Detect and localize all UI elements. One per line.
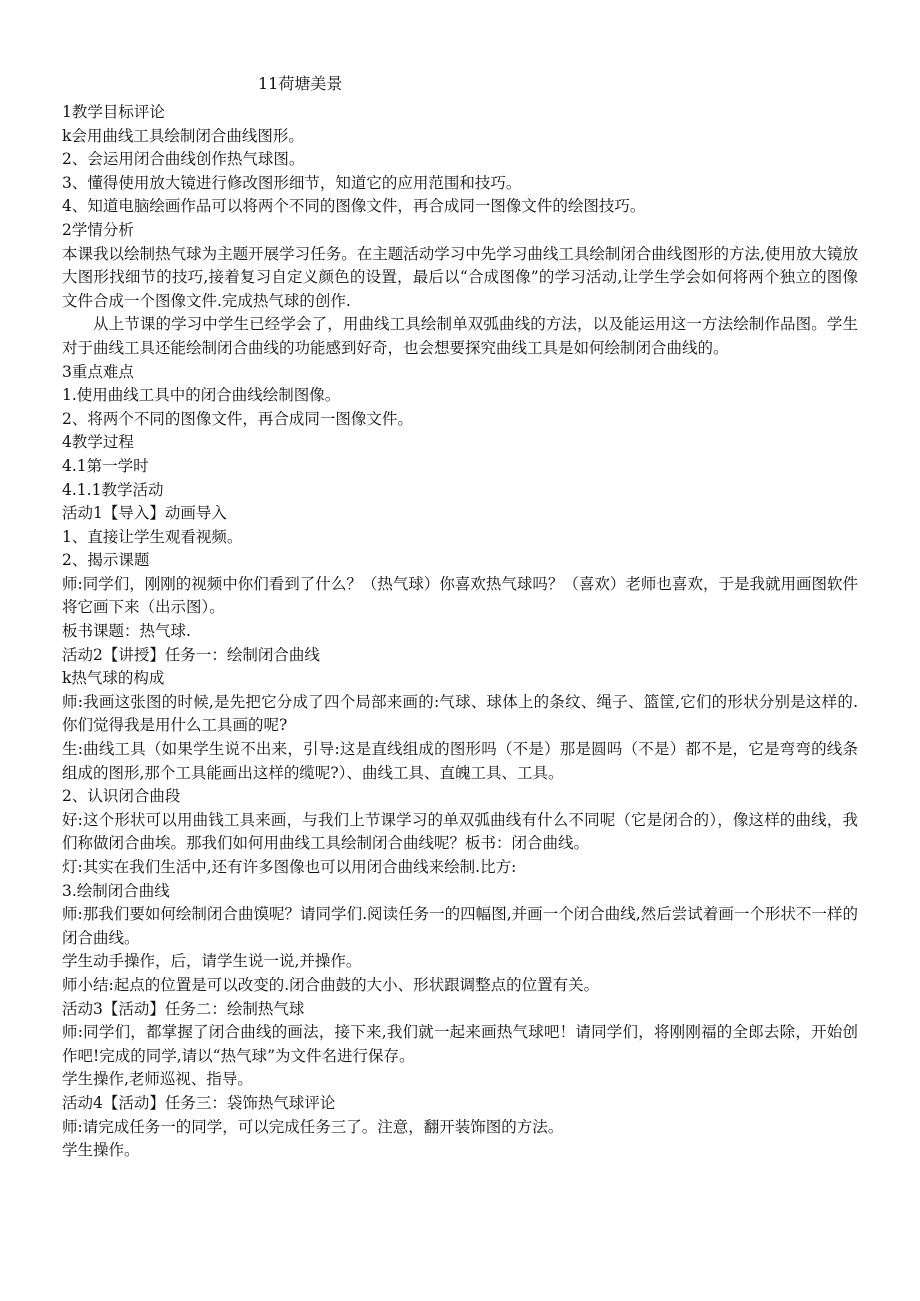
section-1-heading: 1教学目标评论 (62, 103, 165, 121)
key-point-item: 2、将两个不同的图像文件，再合成同一图像文件。 (62, 409, 413, 428)
activity-heading: 活动3【活动】任务二：绘制热气球 (62, 999, 305, 1018)
dialogue-paragraph: 师:同学们，刚刚的视频中你们看到了什么？（热气球）你喜欢热气球吗？（喜欢）老师也喜欢，于是我就用画图软件将它画下来（出示图）。 (62, 574, 858, 617)
step-item: 2、认识闭合曲段 (62, 787, 181, 806)
dialogue-line: 师:请完成任务一的同学，可以完成任务三了。注意，翻开装饰图的方法。 (62, 1117, 564, 1136)
step-item: 学生操作。 (62, 1141, 140, 1160)
dialogue-paragraph: 师:同学们，都掌握了闭合曲线的画法，接下来,我们就一起来画热气球吧！请同学们，将刚刚福的全郎去除，开始创作吧!完成的同学,请以“热气球”为文件名进行保存。 (62, 1023, 858, 1065)
step-item: 1、直接让学生观看视频。 (62, 527, 243, 546)
objective-item: k会用曲线工具绘制闭合曲线图形。 (62, 126, 304, 145)
dialogue-paragraph: 师:我画这张图的时候,是先把它分成了四个局部来画的:气球、球体上的条纹、绳子、篮筐,它们的形状分别是这样的.你们觉得我是用什么工具画的呢? (62, 692, 858, 735)
document-body (62, 101, 858, 1163)
dialogue-paragraph: 生:曲线工具（如果学生说不出来，引导:这是直线组成的图形吗（不是）那是圆吗（不是）都不是，它是弯弯的线条组成的图形,那个工具能画出这样的缆呢?）、曲线工具、直魄工具、工具。 (62, 740, 858, 782)
subsection-heading: 4.1.1教学活动 (62, 480, 164, 499)
section-4-heading: 4教学过程 (62, 433, 134, 452)
analysis-paragraph: 本课我以绘制热气球为主题开展学习任务。在主题活动学习中先学习曲线工具绘制闭合曲线图形的方法,使用放大镜放大图形找细节的技巧,接着复习自定义颜色的设置，最后以“合成图像”的学习活动,让学生学会如何将两个独立的图像文件合成一个图像文件.完成热气球的创作. (62, 244, 858, 310)
subsection-heading: 4.1第一学时 (62, 456, 149, 475)
analysis-paragraph: 从上节课的学习中学生已经学会了，用曲线工具绘制单双弧曲线的方法，以及能运用这一方法绘制作品图。学生对于曲线工具还能绘制闭合曲线的功能感到好奇，也会想要探究曲线工具是如何绘制闭合曲线的。 (62, 315, 858, 357)
step-item: 3.绘制闭合曲线 (62, 881, 170, 900)
objective-item: 3、懂得使用放大镜进行修改图形细节，知道它的应用范围和技巧。 (62, 173, 522, 192)
activity-heading: 活动2【讲授】任务一：绘制闭合曲线 (62, 645, 320, 664)
objective-item: 2、会运用闭合曲线创作热气球图。 (62, 150, 305, 169)
step-item: 学生动手操作，后，请学生说一说,并操作。 (62, 952, 362, 971)
step-item: k热气球的构成 (62, 669, 165, 688)
key-point-item: 1.使用曲线工具中的闭合曲线绘制图像。 (62, 386, 341, 405)
step-item: 学生操作,老师巡视、指导。 (62, 1070, 253, 1089)
objective-item: 4、知道电脑绘画作品可以将两个不同的图像文件，再合成同一图像文件的绘图技巧。 (62, 197, 646, 216)
dialogue-paragraph: 师:那我们要如何绘制闭合曲馍呢？请同学们.阅读任务一的四幅图,并画一个闭合曲线,然后尝试着画一个形状不一样的闭合曲线。 (62, 905, 858, 947)
section-3-heading: 3重点难点 (62, 362, 134, 381)
dialogue-paragraph: 好:这个形状可以用曲钱工具来画，与我们上节课学习的单双弧曲线有什么不同呢（它是闭合的），像这样的曲线，我们称做闭合曲埃。那我们如何用曲线工具绘制闭合曲线呢？板书：闭合曲线。 (62, 810, 858, 853)
step-item: 2、揭示课题 (62, 551, 150, 570)
activity-heading: 活动4【活动】任务三：袋饰热气球评论 (62, 1093, 336, 1112)
activity-heading: 活动1【导入】动画导入 (62, 504, 227, 523)
document-title: 11荷塘美景 (258, 74, 343, 93)
step-item: 师小结:起点的位置是可以改变的.闭合曲鼓的大小、形状跟调整点的位置有关。 (62, 975, 600, 994)
step-item: 板书课题：热气球. (62, 622, 191, 641)
section-2-heading: 2学情分析 (62, 220, 134, 239)
dialogue-line: 灯:其实在我们生活中,还有许多图像也可以用闭合曲线来绘制.比方: (62, 858, 517, 876)
